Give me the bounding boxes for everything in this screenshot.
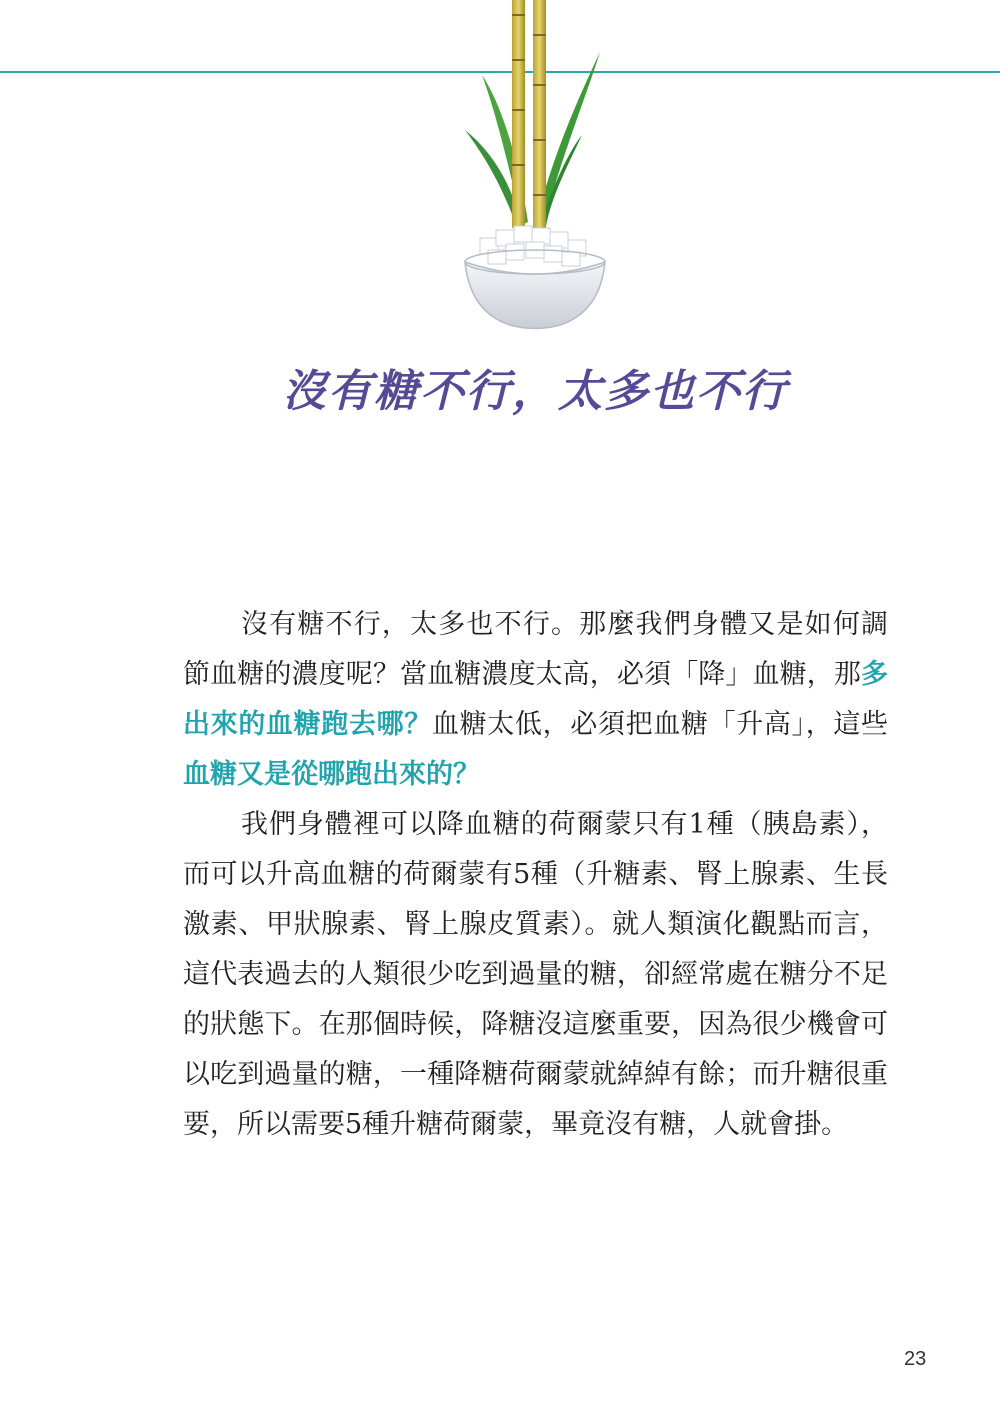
paragraph-1-text-2: 血糖太低，必須把血糖「升高」，這些 <box>431 709 889 740</box>
chapter-title: 沒有糖不行，太多也不行 <box>282 366 788 417</box>
body-text <box>183 600 888 1150</box>
sugarcane-sugar-bowl-illustration <box>440 0 630 340</box>
page-number: 23 <box>904 1348 927 1370</box>
paragraph-1-text-1: 沒有糖不行，太多也不行。那麼我們身體又是如何調節血糖的濃度呢？當血糖濃度太高，必須「降」血糖，那 <box>183 609 888 690</box>
paragraph-2-text: 我們身體裡可以降血糖的荷爾蒙只有1種（胰島素），而可以升高血糖的荷爾蒙有5種（升糖素、腎上腺素、生長激素、甲狀腺素、腎上腺皮質素）。就人類演化觀點而言，這代表過去的人類很少吃到過量的糖，卻經常處在糖分不足的狀態下。在那個時候，降糖沒這麼重要，因為很少機會可以吃到過量的糖，一種降糖荷爾蒙就綽綽有餘；而升糖很重要，所以需要5種升糖荷爾蒙，畢竟沒有糖，人就會掛。 <box>183 809 888 1140</box>
paragraph-2 <box>183 800 888 1150</box>
paragraph-1 <box>183 600 888 800</box>
paragraph-1-highlight-2: 血糖又是從哪跑出來的？ <box>183 759 480 790</box>
paragraph-1-highlight-1: 多出來的血糖跑去哪？ <box>183 659 888 740</box>
